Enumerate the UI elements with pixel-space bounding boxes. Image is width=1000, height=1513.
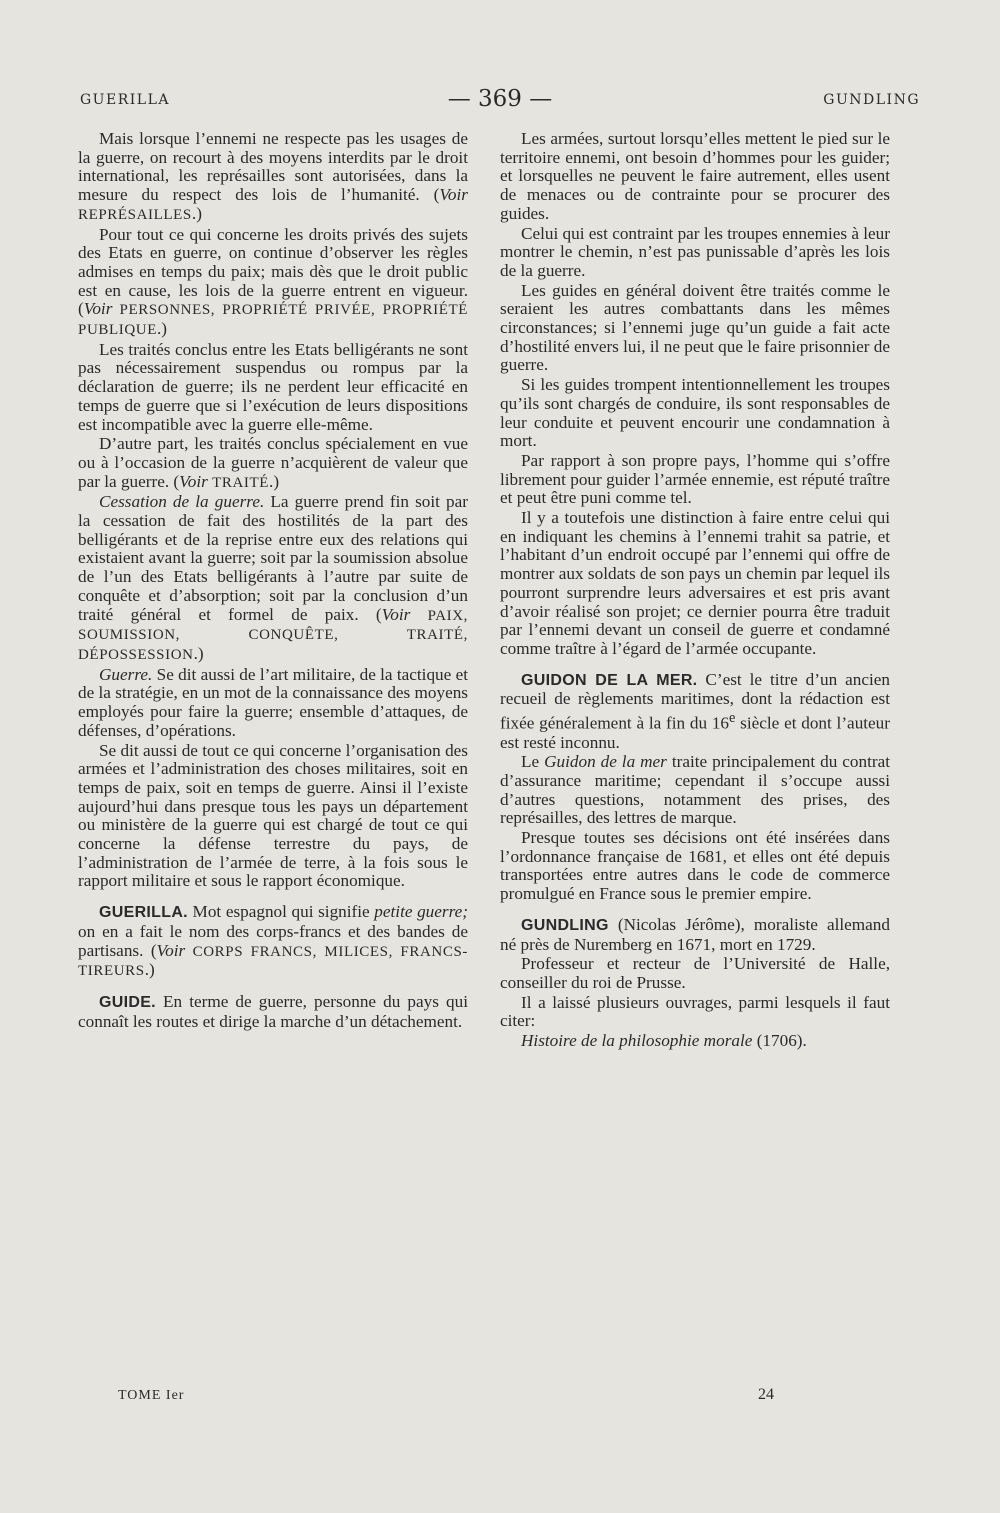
text: Le <box>521 752 545 772</box>
italic-text: petite guerre; <box>374 902 469 922</box>
entry-gundling <box>500 916 890 954</box>
paragraph: Presque toutes ses décisions ont été insérées dans l’ordonnance française de 1681, et elles ont été depuis transportées entre autres dans le code de commerce promulgué en France sous le premier empire. <box>500 828 890 904</box>
text: siècle et dont l’auteur est resté inconnu. <box>500 713 891 752</box>
right-column <box>500 130 890 1052</box>
italic-title: Histoire de la philosophie morale <box>521 1031 753 1051</box>
paragraph: Il y a toutefois une distinction à faire entre celui qui en indiquant les chemins à l’ennemi trahit sa patrie, et l’habitant d’un endroit occupé par l’ennemi qui offre de montrer aux soldats de son pays un chemin par lequel ils pourront surprendre leurs adversaires et est pris avant d’avoir réalisé son projet; ce dernier pourra être traduit par l’ennemi devant un conseil de guerre et condamné comme traître à l’égard de l’armée occupante. <box>500 508 890 658</box>
entry-guerilla <box>78 903 468 981</box>
paragraph <box>500 1032 890 1051</box>
paragraph <box>78 130 468 225</box>
voir-label: Voir <box>381 604 411 624</box>
subsection-title: Guerre. <box>99 664 153 684</box>
paragraph: Il a laissé plusieurs ouvrages, parmi lesquels il faut citer: <box>500 992 890 1031</box>
text: .) <box>144 960 155 980</box>
paragraph <box>78 666 468 741</box>
headword: GUNDLING <box>521 916 609 934</box>
cross-reference: REPRÉSAILLES <box>78 206 192 223</box>
headword: GUIDON DE LA MER. <box>521 671 698 689</box>
text: En terme de guerre, personne du pays qui connaît les routes et dirige la marche d’un détachement. <box>78 991 468 1031</box>
text: .) <box>191 203 202 223</box>
text: La guerre prend fin soit par la cessation de fait des hostilités de la part des belligérants et de la reprise entre eux des relations qui existaient avant la guerre; soit par la soumission absolue de l’un des Etats belligérants à l’autre par suite de conquête et d’absorption; soit par la conclusion d’un traité général et formel de paix. ( <box>78 492 469 624</box>
entry-guidon-de-la-mer <box>500 671 890 753</box>
paragraph <box>78 226 468 340</box>
paragraph: Professeur et recteur de l’Université de Halle, conseiller du roi de Prusse. <box>500 954 890 992</box>
cross-reference: PAIX, SOUMISSION, CONQUÊTE, TRAITÉ, DÉPOSSESSION <box>78 607 469 663</box>
entry-guide <box>78 993 468 1031</box>
paragraph: Se dit aussi de tout ce qui concerne l’organisation des armées et l’administration des choses militaires, soit en temps de paix, soit en temps de guerre. Ainsi il l’existe aujourd’hui dans presque tous les pays un département ou ministère de la guerre qui est chargé de tout ce qui concerne la défense terrestre du pays, de l’administration de l’armée de terre, à la fois sous le rapport militaire et sous le rapport économique. <box>78 740 468 891</box>
paragraph: Par rapport à son propre pays, l’homme qui s’offre librement pour guider l’armée ennemie, est réputé traître et peut être puni comme tel. <box>500 450 890 508</box>
voir-label: Voir <box>83 299 113 319</box>
left-column <box>78 130 468 1032</box>
paragraph: Les guides en général doivent être traités comme le seraient les autres combattants dans les mêmes circonstances; si l’ennemi juge qu’un guide a fait acte d’hostilité envers lui, il ne peut que le faire prisonnier de guerre. <box>500 280 890 375</box>
text: Pour tout ce qui concerne les droits privés des sujets des Etats en guerre, on continue d’observer les règles admises en temps du paix; mais dès que le droit public est en cause, les lois de la guerre entrent en vigueur. ( <box>78 224 468 319</box>
text: C’est le titre d’un ancien recueil de règlements maritimes, dont la rédaction est fixée généralement à la fin du 16 <box>500 669 890 733</box>
headword: GUIDE. <box>99 993 156 1011</box>
italic-title: Guidon de la mer <box>544 752 667 772</box>
text: Mais lorsque l’ennemi ne respecte pas les usages de la guerre, on recourt à des moyens interdits par le droit international, les représailles sont autorisées, dans la mesure du respect des lois de l’humanité. ( <box>78 129 468 205</box>
cross-reference: PERSONNES, PROPRIÉTÉ PRIVÉE, PROPRIÉTÉ PUBLIQUE <box>78 302 468 339</box>
paragraph <box>500 753 890 828</box>
paragraph: Si les guides trompent intentionnellement les troupes qu’ils sont chargés de conduire, ils sont responsables de leur conduite et peuvent encourir une condamnation à mort. <box>500 375 890 451</box>
text: Se dit aussi de l’art militaire, de la tactique et de la stratégie, en un mot de la connaissance des moyens employés pour faire la guerre; ensemble d’attaques, de défenses, d’opérations. <box>78 664 468 740</box>
paragraph <box>78 493 468 664</box>
text: Mot espagnol qui signifie <box>187 902 375 922</box>
header-left-word: GUERILLA <box>80 92 170 108</box>
paragraph <box>78 435 468 492</box>
paragraph: Celui qui est contraint par les troupes ennemies à leur montrer le chemin, n’est pas punissable d’après les lois de la guerre. <box>500 223 890 280</box>
voir-label: Voir <box>156 940 186 960</box>
text: (1706). <box>752 1031 807 1051</box>
text: D’autre part, les traités conclus spécialement en vue ou à l’occasion de la guerre n’acquièrent de valeur que par la guerre. ( <box>78 434 468 491</box>
text: .) <box>193 643 204 663</box>
sheet-signature: 24 <box>758 1386 774 1403</box>
superscript: e <box>729 710 736 727</box>
header-right-word: GUNDLING <box>823 92 920 108</box>
cross-reference: CORPS FRANCS, MILICES, FRANCS-TIREURS <box>78 943 468 980</box>
page-number: — 369 — <box>447 86 553 112</box>
volume-signature: TOME Ier <box>118 1388 185 1403</box>
text: traite principalement du contrat d’assurance maritime; cependant il s’occupe aussi d’autres questions, notamment des prises, des représailles, des lettres de marque. <box>500 752 890 828</box>
headword: GUERILLA. <box>99 904 188 922</box>
text: on en a fait le nom des corps-francs et des bandes de partisans. ( <box>78 921 468 960</box>
paragraph: Les armées, surtout lorsqu’elles mettent le pied sur le territoire ennemi, ont besoin d’hommes pour les guider; et lorsquelles ne peuvent le faire autrement, elles usent de menaces ou de contrainte pour se procurer des guides. <box>500 129 890 223</box>
cross-reference: TRAITÉ <box>212 474 270 491</box>
text: .) <box>269 471 280 491</box>
text: .) <box>156 319 167 339</box>
paragraph: Les traités conclus entre les Etats belligérants ne sont pas nécessairement suspendus ou rompus par la déclaration de guerre; ils ne perdent leur efficacité en temps de guerre que si l’exécution de leurs dispositions est incompatible avec la guerre elle-même. <box>78 339 468 434</box>
running-header <box>80 80 920 120</box>
subsection-title: Cessation de la guerre. <box>99 492 265 512</box>
voir-label: Voir <box>179 471 208 491</box>
voir-label: Voir <box>439 185 468 205</box>
text: (Nicolas Jérôme), moraliste allemand né près de Nuremberg en 1671, mort en 1729. <box>500 914 890 954</box>
